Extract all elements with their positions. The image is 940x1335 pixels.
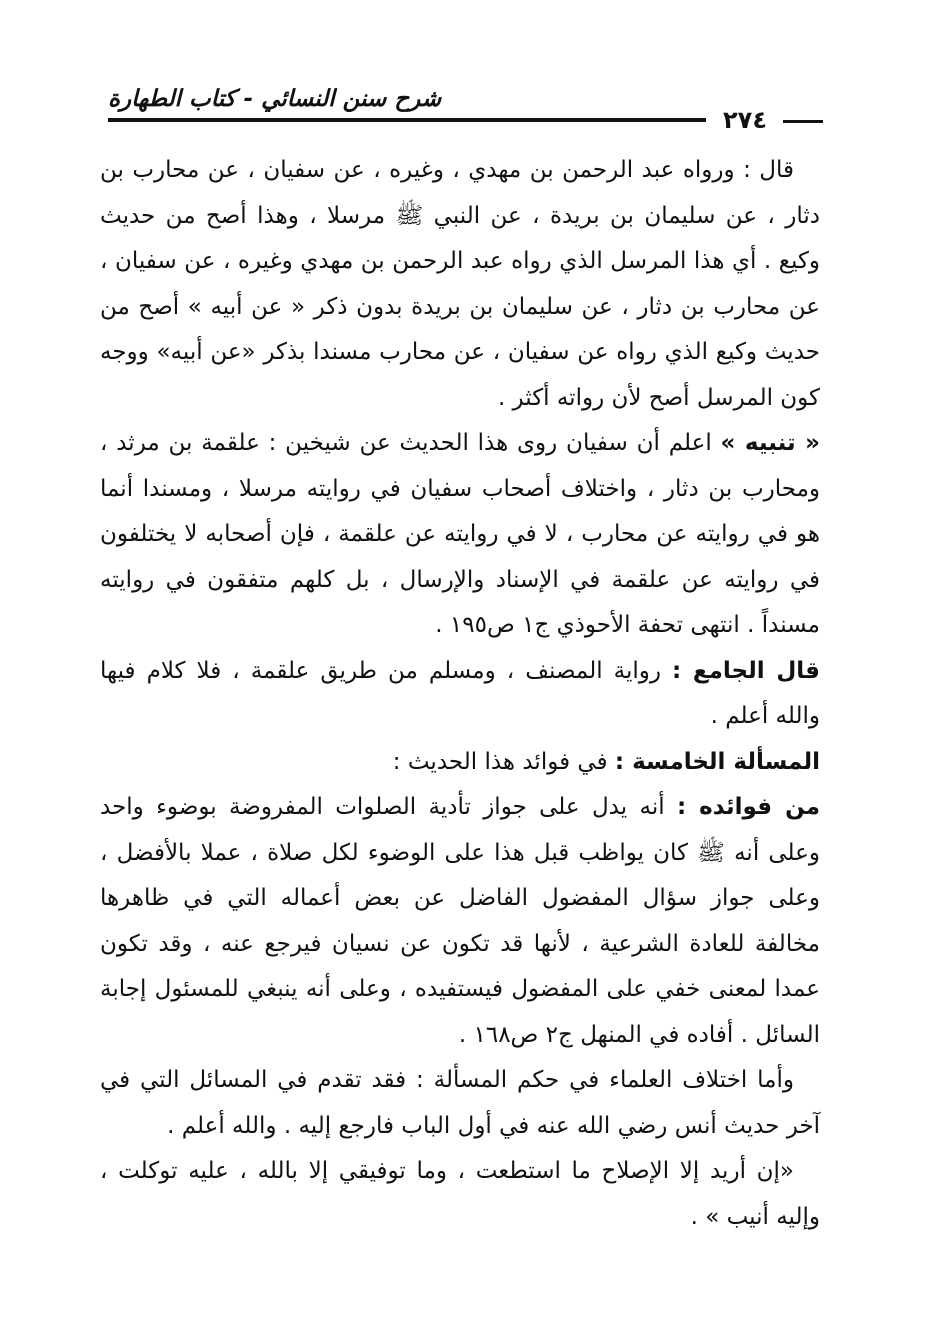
- paragraph-benefits: [100, 785, 820, 1058]
- paragraph-lead: من فوائده :: [676, 794, 821, 820]
- paragraph-closing-quote: [100, 1149, 820, 1240]
- paragraph-text: اعلم أن سفيان روى هذا الحديث عن شيخين : علقمة بن مرثد ، ومحارب بن دثار ، واختلاف أصحاب سفيان في روايته مرسلا ، ومسندا أنما هو في روايته عن محارب ، لا في روايته عن علقمة ، فإن أصحابه لا يختلفون في روايته عن علقمة في الإسناد والإرسال ، بل كلهم متفقون في روايته مسنداً . انتهى تحفة الأحوذي ج١ ص١٩٥ .: [100, 430, 820, 638]
- paragraph-qal-aljami: [100, 649, 820, 740]
- page-header: [108, 80, 823, 136]
- paragraph-text: «إن أريد إلا الإصلاح ما استطعت ، وما توفيقي إلا بالله ، عليه توكلت ، وإليه أنيب » .: [100, 1158, 820, 1230]
- paragraph-narration: [100, 148, 820, 421]
- paragraph-lead: « تنبيه »: [720, 430, 820, 456]
- page-number: ٢٧٤: [723, 106, 767, 134]
- running-title: شرح سنن النسائي - كتاب الطهارة: [108, 86, 442, 112]
- header-rule: [108, 118, 706, 122]
- paragraph-lead: قال الجامع :: [672, 657, 820, 684]
- paragraph-tanbih: [100, 421, 820, 649]
- page-number-rule: [783, 120, 823, 123]
- paragraph-text: قال : ورواه عبد الرحمن بن مهدي ، وغيره ، عن سفيان ، عن محارب بن دثار ، عن سليمان بن بريدة ، عن النبي ﷺ مرسلا ، وهذا أصح من حديث وكيع . أي هذا المرسل الذي رواه عبد الرحمن بن مهدي وغيره ، عن سفيان ، عن محارب بن دثار ، عن سليمان بن بريدة بدون ذكر « عن أبيه » أصح من حديث وكيع الذي رواه عن سفيان ، عن محارب مسندا بذكر «عن أبيه» ووجه كون المرسل أصح لأن رواته أكثر .: [100, 157, 820, 411]
- paragraph-text: وأما اختلاف العلماء في حكم المسألة : فقد تقدم في المسائل التي في آخر حديث أنس رضي الله عنه في أول الباب فارجع إليه . والله أعلم .: [100, 1067, 820, 1139]
- page-body: [100, 148, 820, 1240]
- paragraph-text: رواية المصنف ، ومسلم من طريق علقمة ، فلا كلام فيها والله أعلم .: [100, 657, 820, 729]
- paragraph-text: في فوائد هذا الحديث :: [392, 748, 615, 775]
- paragraph-lead: المسألة الخامسة :: [614, 748, 820, 775]
- paragraph-scholars-disagreement: [100, 1058, 820, 1149]
- paragraph-fifth-issue: [100, 740, 820, 786]
- paragraph-text: أنه يدل على جواز تأدية الصلوات المفروضة بوضوء واحد وعلى أنه ﷺ كان يواظب قبل هذا على الوضوء لكل صلاة ، عملا بالأفضل ، وعلى جواز سؤال المفضول الفاضل عن بعض أعماله التي في ظاهرها مخالفة للعادة الشرعية ، لأنها قد تكون عن نسيان فيرجع عنه ، وقد تكون عمدا لمعنى خفي على المفضول فيستفيده ، وعلى أنه ينبغي للمسئول إجابة السائل . أفاده في المنهل ج٢ ص١٦٨ .: [100, 794, 820, 1048]
